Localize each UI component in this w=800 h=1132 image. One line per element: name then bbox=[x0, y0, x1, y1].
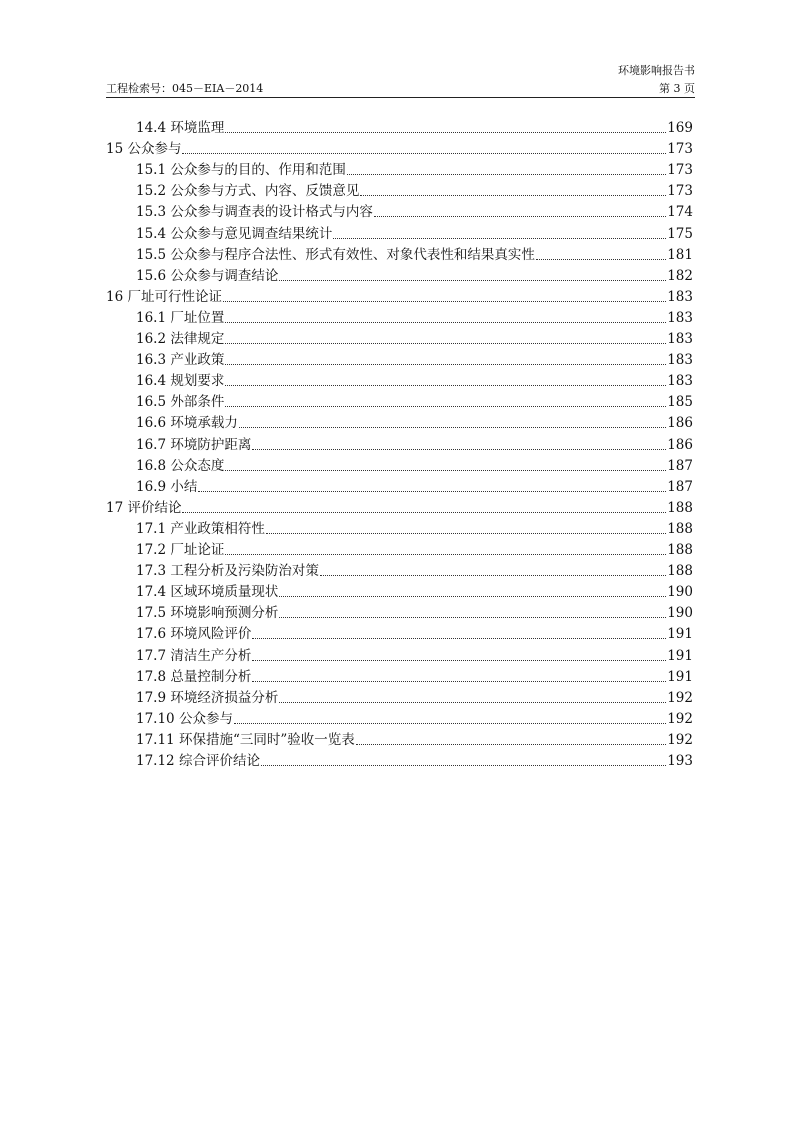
toc-section-entry[interactable] bbox=[136, 644, 693, 665]
dot-leader bbox=[320, 575, 666, 576]
toc-entry-page: 173 bbox=[667, 141, 693, 158]
toc-entry-title: 15.3 公众参与调查表的设计格式与内容 bbox=[136, 204, 373, 221]
dot-leader bbox=[252, 638, 666, 639]
dot-leader bbox=[225, 132, 666, 133]
toc-entry-page: 191 bbox=[667, 668, 693, 685]
toc-entry-page: 191 bbox=[667, 647, 693, 664]
toc-entry-title: 17.10 公众参与 bbox=[136, 710, 233, 727]
toc-section-entry[interactable] bbox=[136, 243, 693, 264]
toc-entry-page: 193 bbox=[667, 753, 693, 769]
dot-leader bbox=[279, 596, 666, 597]
toc-entry-page: 183 bbox=[667, 373, 693, 390]
dot-leader bbox=[252, 681, 666, 682]
dot-leader bbox=[536, 259, 666, 260]
toc-entry-page: 187 bbox=[667, 457, 693, 474]
dot-leader bbox=[279, 702, 666, 703]
toc-entry-title: 15.4 公众参与意见调查结果统计 bbox=[136, 225, 333, 242]
toc-section-entry[interactable] bbox=[136, 749, 693, 770]
toc-entry-title: 16.2 法律规定 bbox=[136, 331, 225, 347]
toc-section-entry[interactable] bbox=[136, 200, 693, 221]
dot-leader bbox=[252, 660, 666, 661]
toc-entry-page: 186 bbox=[667, 415, 693, 432]
toc-entry-title: 16.4 规划要求 bbox=[136, 373, 225, 390]
toc-entry-page: 190 bbox=[667, 584, 693, 601]
toc-entry-title: 15.1 公众参与的目的、作用和范围 bbox=[136, 162, 346, 179]
toc-section-entry[interactable] bbox=[136, 601, 693, 622]
toc-entry-title: 17.5 环境影响预测分析 bbox=[136, 605, 279, 622]
dot-leader bbox=[225, 343, 666, 344]
toc-entry-title: 15 公众参与 bbox=[106, 141, 182, 158]
toc-entry-title: 17 评价结论 bbox=[106, 499, 182, 516]
toc-entry-title: 15.6 公众参与调查结论 bbox=[136, 267, 279, 284]
toc-entry-title: 14.4 环境监理 bbox=[136, 120, 225, 136]
toc-section-entry[interactable] bbox=[136, 179, 693, 200]
toc-section-entry[interactable] bbox=[136, 306, 693, 327]
toc-chapter-entry[interactable] bbox=[106, 285, 693, 306]
toc-chapter-entry[interactable] bbox=[106, 137, 693, 158]
toc-entry-title: 17.12 综合评价结论 bbox=[136, 753, 260, 769]
toc-entry-page: 169 bbox=[667, 120, 693, 136]
dot-leader bbox=[225, 322, 666, 323]
toc-entry-title: 16.8 公众态度 bbox=[136, 457, 225, 474]
toc-entry-page: 188 bbox=[667, 520, 693, 537]
toc-entry-page: 183 bbox=[667, 352, 693, 369]
toc-entry-page: 192 bbox=[667, 689, 693, 706]
toc-section-entry[interactable] bbox=[136, 728, 693, 749]
toc-section-entry[interactable] bbox=[136, 158, 693, 179]
dot-leader bbox=[234, 723, 666, 724]
toc-section-entry[interactable] bbox=[136, 222, 693, 243]
toc-entry-page: 186 bbox=[667, 436, 693, 453]
toc-entry-title: 16 厂址可行性论证 bbox=[106, 288, 222, 305]
toc-section-entry[interactable] bbox=[136, 327, 693, 348]
toc-entry-title: 17.6 环境风险评价 bbox=[136, 626, 252, 643]
toc-entry-title: 16.7 环境防护距离 bbox=[136, 436, 252, 453]
toc-entry-title: 16.5 外部条件 bbox=[136, 394, 225, 411]
dot-leader bbox=[261, 765, 666, 766]
toc-entry-title: 17.8 总量控制分析 bbox=[136, 668, 252, 685]
dot-leader bbox=[182, 153, 666, 154]
toc-chapter-entry[interactable] bbox=[106, 496, 693, 517]
dot-leader bbox=[225, 364, 666, 365]
toc-section-entry[interactable] bbox=[136, 411, 693, 432]
dot-leader bbox=[225, 406, 666, 407]
toc-section-entry[interactable] bbox=[136, 433, 693, 454]
page-number: 第 3 页 bbox=[659, 82, 695, 95]
dot-leader bbox=[356, 744, 666, 745]
toc-section-entry[interactable] bbox=[136, 390, 693, 411]
toc-entry-title: 17.3 工程分析及污染防治对策 bbox=[136, 563, 319, 580]
toc-entry-page: 183 bbox=[667, 331, 693, 347]
toc-section-entry[interactable] bbox=[136, 475, 693, 496]
toc-section-entry[interactable] bbox=[136, 707, 693, 728]
dot-leader bbox=[279, 280, 666, 281]
toc-entry-title: 16.9 小结 bbox=[136, 478, 198, 495]
toc-entry-page: 192 bbox=[667, 710, 693, 727]
toc-section-entry[interactable] bbox=[136, 686, 693, 707]
dot-leader bbox=[198, 491, 666, 492]
dot-leader bbox=[225, 470, 666, 471]
toc-section-entry[interactable] bbox=[136, 348, 693, 369]
toc-entry-title: 17.2 厂址论证 bbox=[136, 542, 225, 558]
dot-leader bbox=[279, 617, 666, 618]
toc-section-entry[interactable] bbox=[136, 264, 693, 285]
toc-entry-page: 181 bbox=[667, 246, 693, 263]
dot-leader bbox=[374, 216, 666, 217]
toc-entry-page: 183 bbox=[667, 288, 693, 305]
toc-entry-title: 16.3 产业政策 bbox=[136, 352, 225, 369]
dot-leader bbox=[225, 554, 666, 555]
toc-entry-title: 15.5 公众参与程序合法性、形式有效性、对象代表性和结果真实性 bbox=[136, 246, 535, 263]
toc-section-entry[interactable] bbox=[136, 559, 693, 580]
dot-leader bbox=[252, 449, 666, 450]
toc-entry-page: 188 bbox=[667, 563, 693, 580]
toc-entry-page: 174 bbox=[667, 204, 693, 221]
toc-section-entry[interactable] bbox=[136, 665, 693, 686]
toc-entry-title: 17.4 区域环境质量现状 bbox=[136, 584, 279, 601]
toc-entry-page: 175 bbox=[667, 225, 693, 242]
toc-section-entry[interactable] bbox=[136, 622, 693, 643]
toc-section-entry[interactable] bbox=[136, 538, 693, 559]
toc-entry-page: 182 bbox=[667, 267, 693, 284]
project-code: 工程检索号：045－EIA－2014 bbox=[106, 82, 264, 95]
toc-section-entry[interactable] bbox=[136, 517, 693, 538]
toc-entry-page: 173 bbox=[667, 183, 693, 200]
dot-leader bbox=[239, 427, 666, 428]
toc-entry-title: 17.1 产业政策相符性 bbox=[136, 520, 265, 537]
toc-section-entry[interactable] bbox=[136, 580, 693, 601]
toc-entry-title: 15.2 公众参与方式、内容、反馈意见 bbox=[136, 183, 360, 200]
toc-entry-page: 192 bbox=[667, 731, 693, 748]
dot-leader bbox=[223, 301, 666, 302]
toc-entry-page: 191 bbox=[667, 626, 693, 643]
toc-entry-title: 17.9 环境经济损益分析 bbox=[136, 689, 279, 706]
toc-entry-page: 188 bbox=[667, 542, 693, 558]
dot-leader bbox=[225, 385, 666, 386]
dot-leader bbox=[360, 195, 666, 196]
toc-entry-page: 173 bbox=[667, 162, 693, 179]
toc-entry-title: 17.7 清洁生产分析 bbox=[136, 647, 252, 664]
toc-section-entry[interactable] bbox=[136, 454, 693, 475]
toc-section-entry[interactable] bbox=[136, 116, 693, 137]
document-title: 环境影响报告书 bbox=[618, 64, 695, 77]
toc-entry-title: 16.1 厂址位置 bbox=[136, 309, 225, 326]
toc-section-entry[interactable] bbox=[136, 369, 693, 390]
dot-leader bbox=[182, 512, 666, 513]
toc-entry-page: 185 bbox=[667, 394, 693, 411]
toc-entry-page: 188 bbox=[667, 499, 693, 516]
dot-leader bbox=[333, 238, 666, 239]
toc-entry-title: 16.6 环境承载力 bbox=[136, 415, 238, 432]
toc-entry-page: 187 bbox=[667, 478, 693, 495]
toc-entry-page: 190 bbox=[667, 605, 693, 622]
toc-entry-title: 17.11 环保措施“三同时”验收一览表 bbox=[136, 731, 355, 748]
dot-leader bbox=[347, 174, 666, 175]
toc-entry-page: 183 bbox=[667, 309, 693, 326]
dot-leader bbox=[266, 533, 666, 534]
